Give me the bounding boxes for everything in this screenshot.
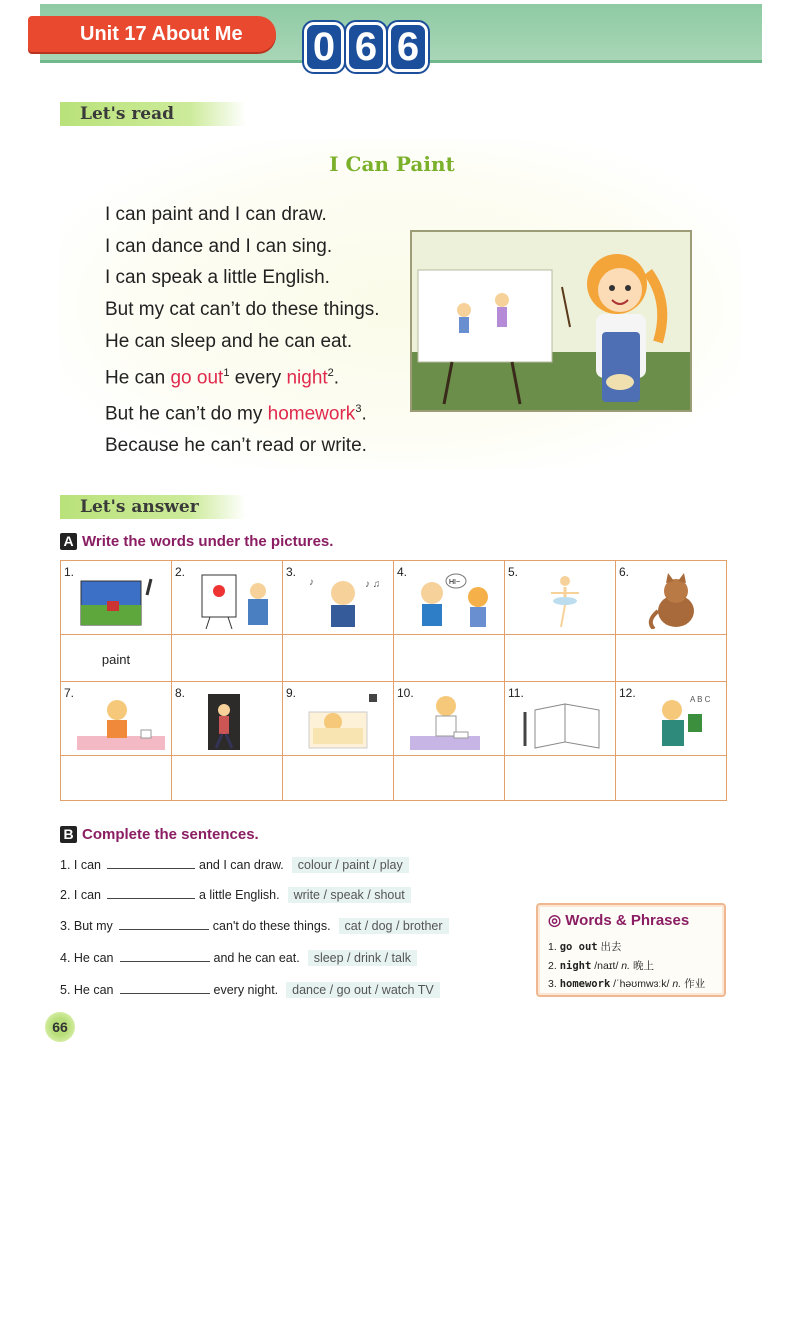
cat-icon — [632, 571, 720, 629]
sentence-end: and I can draw. — [199, 858, 284, 872]
painting-icon — [77, 571, 165, 629]
picture-cell — [283, 561, 394, 635]
picture-cell — [283, 682, 394, 756]
sentence-start: 2. I can — [60, 888, 101, 902]
picture-number: 3. — [286, 565, 297, 579]
sentence-end: can't do these things. — [212, 919, 331, 933]
word-options: cat / dog / brother — [339, 918, 449, 934]
sentence-end: a little English. — [199, 888, 280, 902]
picture-cell — [616, 561, 727, 635]
answer-cell[interactable] — [505, 635, 616, 682]
picture-number: 5. — [508, 565, 519, 579]
drawing-icon — [188, 571, 276, 629]
answer-cell[interactable] — [172, 756, 283, 801]
word-options: dance / go out / watch TV — [286, 982, 440, 998]
answer-cell[interactable] — [172, 635, 283, 682]
sentence-item — [60, 917, 449, 934]
poem-line: I can paint and I can draw. — [105, 204, 327, 225]
picture-cell — [394, 561, 505, 635]
ballet-dancer-icon — [521, 571, 609, 629]
page-code — [304, 22, 428, 72]
picture-number: 2. — [175, 565, 186, 579]
picture-table — [60, 560, 727, 801]
poem-line: Because he can’t read or write. — [105, 434, 367, 456]
poem-text — [105, 199, 380, 461]
poem-line: He can sleep and he can eat. — [105, 330, 353, 352]
svg-text:♪: ♪ — [309, 577, 314, 588]
sleeping-boy-icon — [299, 692, 387, 750]
answer-blank[interactable] — [120, 949, 210, 962]
answer-blank[interactable] — [107, 856, 195, 869]
sentence-item — [60, 856, 409, 873]
answer-text: paint — [101, 652, 131, 667]
sentence-end: every night. — [213, 983, 279, 997]
answer-cell[interactable] — [394, 756, 505, 801]
answer-cell[interactable] — [616, 635, 727, 682]
answer-cell[interactable] — [283, 635, 394, 682]
picture-cell — [505, 561, 616, 635]
picture-number: 7. — [64, 686, 75, 700]
word-options: write / speak / shout — [288, 887, 411, 903]
picture-number: 11. — [508, 686, 524, 700]
picture-number: 10. — [397, 686, 414, 700]
poem-line: But he can’t do my homework$^3$. — [105, 402, 367, 424]
picture-number: 8. — [175, 686, 186, 700]
sentence-start: 5. He can — [60, 983, 114, 997]
eating-boy-icon — [77, 692, 165, 750]
svg-text:A B C: A B C — [690, 695, 711, 704]
lets-read-label: Let's read — [60, 102, 246, 126]
answer-blank[interactable] — [119, 917, 209, 930]
answer-cell[interactable] — [61, 756, 172, 801]
picture-cell — [61, 682, 172, 756]
picture-cell — [172, 561, 283, 635]
picture-cell — [172, 682, 283, 756]
page-number: 66 — [45, 1012, 75, 1042]
girl-painting-icon — [410, 230, 692, 412]
answer-cell[interactable] — [505, 756, 616, 801]
kids-talking-icon — [410, 571, 498, 629]
answer-cell[interactable] — [283, 756, 394, 801]
picture-cell — [616, 682, 727, 756]
picture-number: 12. — [619, 686, 636, 700]
code-digit: 6 — [388, 22, 428, 72]
word-options: sleep / drink / talk — [308, 950, 417, 966]
target-icon: ◎ — [548, 912, 566, 929]
picture-cell — [394, 682, 505, 756]
poem-title: I Can Paint — [329, 152, 455, 176]
code-digit: 6 — [346, 22, 386, 72]
writing-boy-icon — [410, 692, 498, 750]
poem-line: He can go out$^1$ every night$^2$. — [105, 366, 340, 388]
words-phrases-box — [536, 903, 726, 997]
vocab-item: 3. homework /ˈhəʊmwɜːk/ n. 作业 — [548, 978, 706, 990]
picture-number: 6. — [619, 565, 630, 579]
answer-blank[interactable] — [120, 981, 210, 994]
sentence-item — [60, 886, 411, 903]
open-book-icon — [521, 692, 609, 750]
picture-number: 1. — [64, 565, 75, 579]
task-b-title: B Complete the sentences. — [60, 826, 259, 843]
going-out-door-icon — [188, 692, 276, 750]
word-options: colour / paint / play — [292, 857, 409, 873]
sentence-start: 4. He can — [60, 951, 114, 965]
answer-blank[interactable] — [107, 886, 195, 899]
words-phrases-title: ◎ Words & Phrases — [548, 912, 690, 929]
task-a-title: A Write the words under the pictures. — [60, 533, 333, 550]
picture-cell — [505, 682, 616, 756]
answer-cell[interactable] — [61, 635, 172, 682]
vocab-item: 2. night /naɪt/ n. 晚上 — [548, 960, 654, 972]
unit-label: Unit 17 About Me — [28, 16, 276, 52]
vocab-item: 1. go out 出去 — [548, 941, 622, 953]
poem-line: I can dance and I can sing. — [105, 235, 333, 257]
lets-answer-label: Let's answer — [60, 495, 246, 519]
picture-number: 4. — [397, 565, 408, 579]
sentence-start: 3. But my — [60, 919, 113, 933]
poem-line: But my cat can’t do these things. — [105, 299, 380, 321]
singing-boy-icon — [299, 571, 387, 629]
answer-cell[interactable] — [394, 635, 505, 682]
answer-cell[interactable] — [616, 756, 727, 801]
code-digit: 0 — [304, 22, 344, 72]
sentence-item — [60, 981, 440, 998]
reading-man-icon — [632, 692, 720, 750]
svg-text:HI~: HI~ — [449, 579, 461, 586]
sentence-end: and he can eat. — [213, 951, 300, 965]
picture-cell — [61, 561, 172, 635]
sentence-start: 1. I can — [60, 858, 101, 872]
poem-line: I can speak a little English. — [105, 267, 330, 289]
svg-text:♪ ♫: ♪ ♫ — [365, 579, 381, 590]
picture-number: 9. — [286, 686, 297, 700]
sentence-item — [60, 949, 417, 966]
